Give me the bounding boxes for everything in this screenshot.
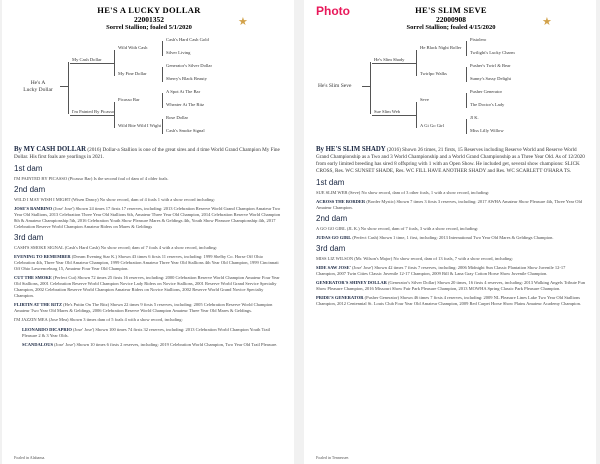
sire-paragraph: By HE'S SLIM SHADY (2016) Shown 26 times, 21 firsts, 15 Reserves including Reserve World and Reserve World Grand Championship as a Two and 3 World Championship and a World Grand Championship as a Three Year Old. As of 12/2020 from early limited breeding has sired 8 offspring with 1 with an Open Show. He included get, several show champions: SLICK CROSS, Res. WC SUNSET SHADE, Res. WC FILL HAVE ANOTHER SHADY and Res. WC SCARLETT O'HARA TS. xyxy=(316,145,585,175)
offspring-record xyxy=(316,199,586,211)
pedigree-notes xyxy=(14,145,284,348)
third-dam-text: CASH'S SMOKE SIGNAL (Cash's Hard Cash) No show record; dam of 7 foals 4 with a show record, including: xyxy=(14,244,218,250)
pedigree-sds: Generator's Silver Dollar xyxy=(166,62,212,68)
pedigree-sdd: Sherry's Black Beauty xyxy=(166,75,207,81)
offspring-record-text: (Dream Evening Star K.) Shown 43 times 6 firsts 11 reserves, including: 1999 Shelby Co. Horse Off Ohio Celebration 4th, Three Year Old Amateur Champion, 1999 Celebration Amateur Three Year Old Stallions 4th Year Old Champion, 1999 Cincinnati Off Ohio Lawrenceburg 15, Amateur Four Year Old Champion. xyxy=(14,253,279,271)
pedigree-sdd: Sunny's Sassy Delight xyxy=(470,75,511,81)
second-dam-records xyxy=(14,206,284,230)
second-dam-heading: 2nd dam xyxy=(14,184,46,194)
pedigree-ssd: Twilight's Lucky Charm xyxy=(470,49,515,55)
offspring-record xyxy=(14,254,284,272)
offspring-record-text: (Generator's Silver Dollar) Shown 20 times, 16 firsts 4 reserves, including: 2013 Walking Angels Tribute Fun Show Pleasure Champion, 2016 Missouri Show Fair Park Pleasure Champion, 2013 MOWHA Spring Classic Park Pleasure Champion. xyxy=(316,279,586,292)
horse-description: Sorrel Stallion; foaled 4/15/2020 xyxy=(406,24,496,32)
pedigree-dsd: Wheater At The Ritz xyxy=(166,101,205,107)
offspring-record-text: (He's Puttin On The Ritz) Shown 22 times 9 firsts 5 reserves, including: 2005 Celebration Reserve World Champion Amateur Two Year Old Mares & Geldings, 2006 Celebration Reserve World Champion Amateur Three Year Old Mares & Geldings. xyxy=(14,302,273,314)
second-dam-heading: 2nd dam xyxy=(316,214,348,224)
first-dam-text: I'M PAINTED BY PICASSO (Picasso Bar) Is the second foal of dam of 4 older foals. xyxy=(14,175,169,181)
star-emblem-icon: ★ xyxy=(542,16,552,28)
offspring-record-text: (Perfect Cash) Shown 1 time, 1 first, including: 2013 International Two Year Old Mares & Geldings Champion. xyxy=(351,234,554,240)
horse-name: HE'S SLIM SEVE xyxy=(415,5,487,15)
offspring-name: CUT THE SMOKE xyxy=(14,275,52,281)
first-dam-text: SUE SLIM WEB (Seve) No show record, dam of 3 other foals, 1 with a show record, including: xyxy=(316,189,490,195)
pedigree-dam: Sue Slim Web xyxy=(374,108,401,114)
pedigree-sire: He's Slim Shady xyxy=(374,56,405,62)
offspring-record-text: (Perfect Cut) Shown 72 times 25 firsts 16 reserves, including: 2000 Celebration Reserve World Champion Amateur Four Year Old Stallions, 2001 Celebration Reserve World Champion Novice Lady Riders on Novice Stallions, 2001 Reserve World Grand Service Specialty Champion, 2002 Celebration Reserve World Champion Amateur Riders on Novice Stallions, 2002 Reserve World Grand Novice Specialty Champion. xyxy=(14,275,280,299)
sire-paragraph: By MY CASH DOLLAR (2016) Dollar-a Stallion is one of the great sires and 4 time World Grand Champion My Fine Dollar. His first foals are yearlings in 2021. xyxy=(14,145,280,161)
second-dam-text: WILD I MAY WISH I MIGHT (Wisen Dancy) No show record, dam of 4 foals 1 with a show record including: xyxy=(14,196,215,202)
offspring-name: I'M JAZZIN MEA xyxy=(14,317,48,323)
third-dam-heading: 3rd dam xyxy=(14,233,44,243)
pedigree-ssd: Silver Living xyxy=(166,49,191,55)
offspring-record xyxy=(316,280,586,292)
pedigree-sire: My Cash Dollar xyxy=(72,56,102,62)
pedigree-dam: I'm Painted By Picasso xyxy=(72,108,115,114)
pedigree-sds: Pusher's Twirl & Bear xyxy=(470,62,511,68)
offspring-record-text: (Jose' Jose') Shown 10 times 6 firsts 2 reserves, including: 2019 Celebration World Champion, Two Year Old Trail Pleasure. xyxy=(53,341,278,347)
pedigree-subject: He's Slim Seve xyxy=(318,82,352,89)
offspring-record-text: (Pusher Generator) Shown 46 times 7 firsts 4 reserves, including: 2009 NL Pleasure Lines Lake Two Year Old Stallions Champion, 2012 Centennial St. Louis Club Four Year Old Amateur Champion, 2009 Red Carpet Horse Show Plains Amateur Academy Champion. xyxy=(316,295,581,307)
third-dam-records xyxy=(316,265,586,307)
offspring-name: EVENING TO REMEMBER xyxy=(14,253,71,259)
offspring-record xyxy=(316,265,586,277)
offspring-record-text: (Border Mystic) Shown 7 times 3 firsts 3 reserves, including: 2017 AWHA Amateur Show Pleasure 4th, Three Year Old Amateur Champion. xyxy=(316,198,582,210)
foaled-location: Foaled in Tennessee. xyxy=(316,455,350,460)
pedigree-sire-dam: My Fine Dollar xyxy=(118,70,147,76)
offspring-record xyxy=(14,206,284,230)
pedigree-dds: Rose Dollar xyxy=(166,114,189,120)
pedigree-dam-sire: Picasso Bar xyxy=(118,96,140,102)
pedigree-dam-dam: A Gi Go Girl xyxy=(420,122,445,128)
pedigree-ddd: Miss Lilly Willow xyxy=(470,127,504,133)
offspring-record xyxy=(316,295,586,307)
second-dam-text: A GO GO GIRL (JL K.) No show record, dam of 7 foals, 3 with a show record, including: xyxy=(316,225,479,231)
offspring-name: JOSE'S BAMBINO xyxy=(14,205,53,211)
pedigree-dss: A Spot At The Bar xyxy=(166,88,201,94)
offspring-record xyxy=(14,327,284,339)
offspring-record xyxy=(14,342,284,348)
star-emblem-icon: ★ xyxy=(238,16,248,28)
offspring-name: ACROSS THE BORDER xyxy=(316,198,366,204)
pedigree-ddd: Cash's Smoke Signal xyxy=(166,127,205,133)
pedigree-sss: Pistolero xyxy=(470,36,487,42)
foaled-location: Foaled in Alabama. xyxy=(14,455,46,460)
offspring-record-text: (Jose Mea) Shown 3 times dam of 5 foals 4 with a show record, including: xyxy=(47,317,183,323)
offspring-name: GENERATOR'S SHINEY DOLLAR xyxy=(316,279,387,285)
first-dam-heading: 1st dam xyxy=(14,164,43,174)
pedigree-sss: Cash's Hard Cash Gold xyxy=(166,36,209,42)
left-pedigree-page xyxy=(2,0,294,464)
pedigree-chart xyxy=(316,38,586,142)
pedigree-dam-sire: Seve xyxy=(420,96,429,102)
pedigree-subject: He's A Lucky Dollar xyxy=(23,79,53,93)
offspring-name: LEONARDO DICAPRIO xyxy=(22,326,72,332)
photo-label: Photo xyxy=(316,4,350,18)
offspring-record-text: (Jose' Jose') Shown 100 times 74 firsts 32 reserves, including: 2013 Celebration World Champion Youth Trail Pleasure 2 & 3 Year Olds. xyxy=(22,326,271,338)
pedigree-dss: Pusher Generator xyxy=(470,88,503,94)
pedigree-dds: Jl K. xyxy=(470,114,479,120)
first-dam-heading: 1st dam xyxy=(316,178,345,188)
offspring-record xyxy=(14,302,284,314)
horse-name: HE'S A LUCKY DOLLAR xyxy=(97,5,201,15)
right-pedigree-page xyxy=(304,0,596,464)
offspring-name: SCANDALOUS xyxy=(22,341,54,347)
offspring-name: JUDAS GO GIRL xyxy=(316,234,352,240)
offspring-record xyxy=(14,317,284,323)
second-dam-records xyxy=(316,235,586,241)
registration-number: 22001352 xyxy=(134,14,164,24)
offspring-name: PRIDE'S GENERATOR xyxy=(316,295,364,301)
offspring-name: FLIRTIN AT THE RITZ xyxy=(14,302,62,308)
offspring-record-text: (Jose' Jose') Shown 24 times 17 firsts 17 reserves, including: 2013 Celebration Reserve World Grand Champion Amateur Two Year Old Stallions, 2013 Celebration Three Year Old Stallions 6th, Amateur Three Year Old Champion, 2014 Celebration Reserve World Champion 8th & Amateur Championship 5th, 2016 Celebration Youth Show Pleasure Mares & Geldings 4th, Youth Show Pleasure Championship 4th, 2017 Celebration Reserve World Champion Amateur Riders on Mares & Geldings xyxy=(14,205,281,229)
pedigree-dam-dam: Wild Bite Wild I Wight xyxy=(118,122,161,128)
third-dam-heading: 3rd dam xyxy=(316,243,346,253)
pedigree-sire-sire: Wild With Cash xyxy=(118,44,148,50)
horse-description: Sorrel Stallion; foaled 5/1/2020 xyxy=(106,24,192,32)
third-dam-text: MISS LIZ WILSON (Mr. Wilson's Major) No show record, dam of 13 foals, 7 with a show record, including: xyxy=(316,255,513,261)
pedigree-dsd: The Doctor's Lady xyxy=(470,101,505,107)
pedigree-chart xyxy=(14,38,284,142)
pedigree-sire-sire: He Black Night Roller xyxy=(420,44,462,50)
offspring-name: SIDE SAW JOSE' xyxy=(316,264,351,270)
pedigree-notes xyxy=(316,145,586,307)
offspring-record xyxy=(316,235,586,241)
pedigree-sire-dam: Twirlpo Walks xyxy=(420,70,447,76)
offspring-record xyxy=(14,275,284,299)
third-dam-records xyxy=(14,254,284,348)
offspring-record-text: (Jose' Jose') Shown 42 times 7 firsts 7 reserves, including: 2006 Midnight Sun Classic Plantation Show Juvenile 12-17 Champion, 2007 Twin Cities Classic Juvenile 12-17 Champion, 2009 Bill & Lana Gray Cotton Horse Show Juvenile Champion. xyxy=(316,264,566,276)
registration-number: 22000908 xyxy=(436,14,466,24)
first-dam-records xyxy=(316,199,586,211)
